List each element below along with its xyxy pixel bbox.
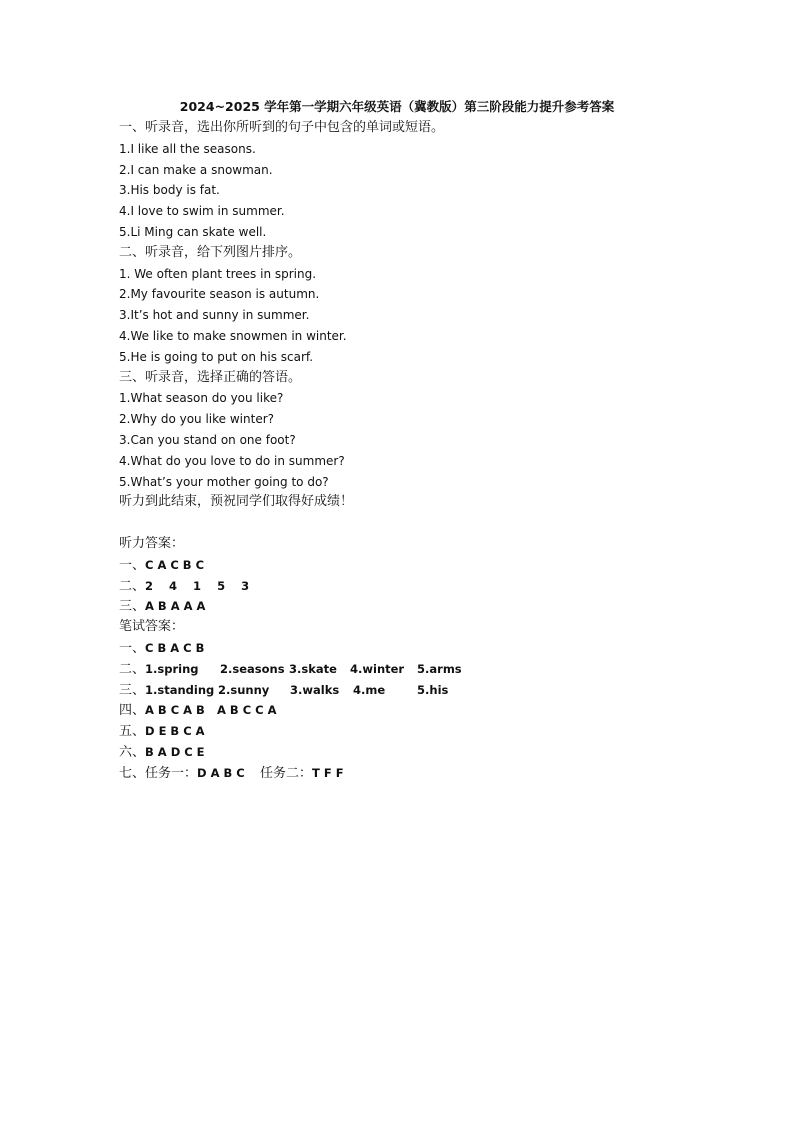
answer-label: 一、	[119, 640, 146, 656]
task2-label: 任务二：	[260, 765, 313, 781]
answer-row	[119, 576, 759, 597]
list-item: 1.What season do you like?	[119, 391, 284, 406]
answer-value: 1.spring	[145, 661, 199, 676]
answer-value: C B A C B	[145, 640, 205, 655]
answer-row	[119, 742, 759, 763]
answer-label: 三、	[119, 599, 146, 615]
answer-value: 2 4 1 5 3	[145, 578, 250, 593]
answer-label: 六、	[119, 744, 146, 760]
answer-value: C A C B C	[145, 557, 205, 572]
task2-value: T F F	[312, 765, 344, 780]
answer-label: 四、	[119, 703, 146, 719]
answer-row	[119, 700, 759, 721]
answer-value: 3.walks	[290, 682, 340, 697]
answer-value: A B C A B	[145, 703, 205, 718]
spacer	[119, 513, 759, 534]
document-body	[119, 118, 759, 784]
list-item: 2.My favourite season is autumn.	[119, 287, 320, 302]
list-item: 2.Why do you like winter?	[119, 412, 275, 427]
answer-row	[119, 638, 759, 659]
ending-note: 听力到此结束，预祝同学们取得好成绩！	[119, 494, 354, 510]
list-item: 2.I can make a snowman.	[119, 162, 273, 177]
list-item: 4.I love to swim in summer.	[119, 204, 285, 219]
answer-label: 一、	[119, 557, 146, 573]
list-item: 3.It’s hot and sunny in summer.	[119, 308, 310, 323]
answer-value: 4.me	[353, 682, 386, 697]
answer-value: A B A A A	[145, 599, 206, 614]
section-heading: 三、听录音，选择正确的答语。	[119, 369, 302, 385]
task1-value: D A B C	[197, 765, 245, 780]
list-item: 5.He is going to put on his scarf.	[119, 349, 314, 364]
answer-row	[119, 555, 759, 576]
answer-value: B A D C E	[145, 744, 205, 759]
answer-value: 5.his	[417, 682, 449, 697]
answer-label: 二、	[119, 578, 146, 594]
list-item: 4.We like to make snowmen in winter.	[119, 328, 347, 343]
answer-label: 二、	[119, 661, 146, 677]
task1-label: 任务一：	[145, 765, 198, 781]
written-answers-heading: 笔试答案：	[119, 619, 185, 635]
answer-row	[119, 680, 759, 701]
document-title: 2024~2025 学年第一学期六年级英语（冀教版）第三阶段能力提升参考答案	[179, 99, 615, 114]
section-heading: 二、听录音，给下列图片排序。	[119, 244, 302, 260]
answer-value: 2.sunny	[218, 682, 270, 697]
answer-row	[119, 659, 759, 680]
list-item: 3.His body is fat.	[119, 183, 220, 198]
answer-value: D E B C A	[145, 724, 205, 739]
answer-label: 七、	[119, 765, 146, 781]
answer-value: 4.winter	[350, 661, 405, 676]
list-item: 1.I like all the seasons.	[119, 141, 256, 156]
answer-row	[119, 763, 759, 784]
section-heading: 一、听录音，选出你所听到的句子中包含的单词或短语。	[119, 120, 445, 135]
answer-value: 1.standing	[145, 682, 215, 697]
answer-value: 2.seasons	[220, 661, 285, 676]
answer-label: 三、	[119, 682, 146, 698]
list-item: 3.Can you stand on one foot?	[119, 432, 296, 447]
answer-label: 五、	[119, 724, 146, 740]
answer-value: 3.skate	[289, 661, 337, 676]
answer-row	[119, 596, 759, 617]
answer-value: 5.arms	[417, 661, 462, 676]
answer-row	[119, 721, 759, 742]
list-item: 1. We often plant trees in spring.	[119, 266, 317, 281]
list-item: 4.What do you love to do in summer?	[119, 453, 345, 468]
list-item: 5.What’s your mother going to do?	[119, 474, 329, 489]
listening-answers-heading: 听力答案：	[119, 535, 185, 551]
list-item: 5.Li Ming can skate well.	[119, 224, 267, 239]
answer-value: A B C C A	[217, 703, 277, 718]
